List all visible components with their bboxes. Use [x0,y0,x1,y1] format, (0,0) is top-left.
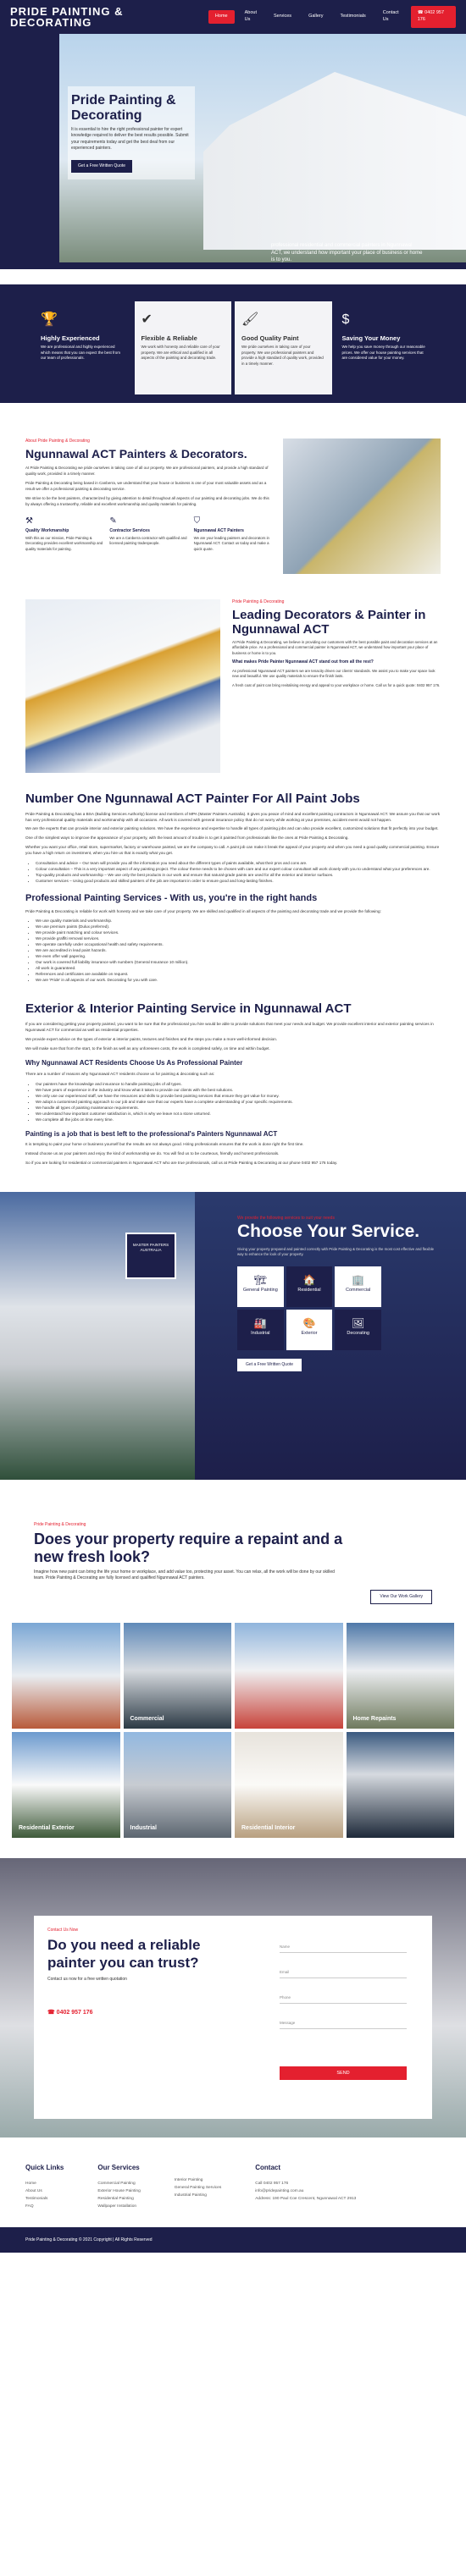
contact-section [0,1858,466,2137]
nav-services[interactable]: Services [273,14,292,19]
footer-link[interactable]: Commercial Painting [97,2181,136,2186]
about-highlights [25,516,271,551]
gallery-button[interactable]: View Our Work Gallery [370,1590,432,1604]
site-footer [0,2163,466,2210]
list-item: • We provide graffiti removal services. [36,935,441,941]
gallery-label: Home Repaints [352,1715,397,1722]
message-field[interactable]: Message [280,2017,407,2029]
list-item: • We handle all types of painting maintenance requirements. [36,1105,441,1111]
highlight-title: Ngunnawal ACT Painters [193,527,244,533]
nav-testimonials[interactable]: Testimonials [340,14,366,19]
crane-icon: 🏗 [253,1273,267,1286]
contact-title-part: you can trust? [95,1955,199,1972]
copy-heading-5: Painting is a job that is best left to the professional's Painters Ngunnawal ACT [25,1129,278,1138]
leading-p2: As professional Ngunnawal ACT painters we are tenacity driven our clients' standards. We assist you to make your space look new and beautiful. We use quality materials to ensure the finish lasts. [232,669,435,679]
hero-title: Pride Painting & Decorating [71,93,176,123]
copy-p11: Instead choose us as your painters and enjoy the kind of workmanship we do. You will find us to be courteous, friendly and honest professionals. [25,1151,280,1156]
list-item: • We complete all the jobs on time every time. [36,1117,441,1123]
gallery-item[interactable] [12,1732,120,1838]
repair-tag: Pride Painting & Decorating [34,1521,86,1527]
name-field[interactable]: Name [280,1941,407,1953]
list-item: • Our painters have the knowledge and insurance to handle painting jobs of all types. [36,1081,441,1087]
highlight-text: We are a Canberra contractor with qualified and licensed painting tradespeople. [109,536,187,546]
feature-quality-paint [235,301,332,394]
footer-heading: Our Services [97,2164,140,2172]
leading-title: Leading Decorators & Painter in Ngunnawal ACT [232,608,426,637]
feature-title: Highly Experienced [41,334,100,343]
copy-p2: We are the experts that can provide interior and exterior painting solutions. We have the experience and expertise to handle all types of painting jobs and can also provide excellent, customized solutions that fit perfectly into your budget. [25,826,439,831]
gallery-item[interactable] [235,1623,343,1729]
tile-label: Residential [297,1287,321,1293]
reasons-list [36,1081,441,1123]
footer-phone[interactable]: Call 0402 957 176 [255,2181,289,2186]
header-phone-button[interactable]: ☎ 0402 957 176 [411,6,456,28]
feature-reliable [135,301,232,394]
list-item: • We use quality materials and workmanship. [36,918,441,924]
footer-link[interactable]: Residential Painting [97,2196,134,2201]
list-item: • We understand how important customer satisfaction is, which is why we leave not a stone unturned. [36,1111,441,1117]
repaint-section [0,1522,466,1604]
list-item: • Our work is covered full liability insurance with numbers (General Insurance 10 million). [36,959,441,965]
copy-p12: So if you are looking for residential or commercial painters in Ngunnawal ACT who are true professionals, call us at Pride Painting & Decorating at our phone 0402 957 176 today. [25,1161,338,1165]
gallery-row-2 [0,1732,466,1838]
hero-quote-button[interactable]: Get a Free Written Quote [71,160,132,173]
contact-phone-number: 0402 957 176 [56,2009,93,2016]
footer-address: Address: 190 Paul Coe Crescent, Ngunnawal ACT 2913 [255,2196,357,2201]
picture-icon: 🖼 [352,1316,365,1329]
list-item: • We provide paint matching and colour services. [36,929,441,935]
tile-label: Commercial [345,1287,371,1293]
main-nav [208,7,406,27]
contact-title-part: Do you need a [47,1937,150,1954]
list-item: • We have years of experience in the industry and know what it takes to provide our clients with the best solutions. [36,1087,441,1093]
gallery-item[interactable] [347,1623,455,1729]
choose-lead: We provide the following services to suit your needs [237,1215,335,1221]
leading-p3: A fresh coat of paint can bring revitalising energy and appeal to your workplace or home. Call us for a quick quote: 0402 957 176. [232,682,441,687]
gallery-row-1 [0,1623,466,1729]
footer-link[interactable]: Interior Painting [174,2178,203,2183]
tile-decorating[interactable] [335,1310,381,1350]
gallery-item[interactable] [347,1732,455,1838]
feature-text: We work with honesty and reliable care of your property. We are ethical and qualified in all aspects of the painting and decorating trade. [141,345,220,361]
highlight-text: We are your leading painters and decorators in Ngunnawal ACT. Contact us today and make a quick quote. [193,536,269,551]
check-icon: ✔ [141,312,153,327]
list-item: • All work is guaranteed. [36,965,441,971]
feature-saving [336,301,433,394]
copy-heading-4: Why Ngunnawal ACT Residents Choose Us As Professional Painter [25,1059,243,1067]
nav-home[interactable]: Home [208,10,235,24]
choose-title: Choose Your Service. [237,1222,420,1242]
list-item: • We use premium paints (Dulux preferred). [36,924,441,929]
feature-text: We pride ourselves in taking care of your property. We use professional painters and provide a high standard of quality work, provided in a timely manner. [241,345,324,366]
gallery-label: Commercial [130,1715,164,1722]
copy-p7: We provide expert advice on the types of exterior & interior paints, textures and finishes and the steps you make a more well-informed decision. [25,1036,278,1041]
master-painters-badge: MASTER PAINTERS AUSTRALIA [125,1233,176,1279]
footer-link[interactable]: Industrial Painting [174,2193,207,2198]
gallery-item[interactable] [12,1623,120,1729]
about-p2: Pride Painting & Decorating being based in Canberra, we understand that your house or business is one of your most valuable assets and as a result we offer a professional painting & decorating service. [25,481,267,491]
copy-p5: Pride Painting & Decorating is reliable for work with honesty and we take care of your property. We are skilled and qualified in all aspects of the painting and decorating trade and we provide the following: [25,908,381,913]
tile-label: General Painting [242,1287,278,1293]
slider-arrows [12,264,37,277]
footer-link[interactable]: Testimonials [25,2196,48,2201]
house-image [203,72,466,250]
tile-industrial[interactable] [237,1310,284,1350]
send-button[interactable]: SEND [280,2066,407,2080]
repair-title: Does your property require a repaint and a new fresh look? [34,1531,343,1566]
logo-main: PRIDE PAINTING & DECORATING [10,5,124,29]
hero-text: It is essential to hire the right professional painter for expert knowledge required to deliver the best results possible. Submit your requirements today and get the best deal from our experienced painters. [71,127,189,151]
about-p3: We strive to be the best painters, characterized by giving attention to detail throughout all aspects of our painting and decorating jobs. We do this by always offering a trustworthy, reliable and excellent workmanship and quality materials for painting. [25,496,269,506]
list-item: • We adopt a customised painting approach to our job and make sure that our experts have a complete understanding of your specific requirements. [36,1099,441,1105]
footer-quick-links [25,2163,64,2210]
choose-quote-button[interactable]: Get a Free Written Quote [237,1359,302,1371]
tile-residential[interactable] [286,1266,333,1307]
feature-text: We are professional and highly experienced which means that you can expect the best from our team of professionals. [41,345,121,361]
highlight-contractor [109,516,186,551]
house-icon: 🏠 [302,1273,316,1286]
factory-icon: 🏭 [253,1316,267,1329]
hero-bottom-text: professional residential and commercial painters in Ngunnawal ACT, we understand how important your place of business or home is to you. [271,243,423,263]
header-phone: 0402 957 176 [417,10,445,22]
feature-title: Good Quality Paint [241,334,299,343]
features-strip [0,284,466,403]
copy-p6: If you are considering getting your property painted, you want to be sure that the professional you hire would be able to provide solutions that meet your needs and budget. We provide excellent interior and exterior painting services in Ngunnawal ACT for commercial as well as residential properties. [25,1022,434,1032]
highlight-title: Quality Workmanship [25,527,69,533]
about-section [0,439,466,574]
list-item: • We operate carefully under occupational health and safety requirements. [36,941,441,947]
list-item: • We even offer wall papering. [36,953,441,959]
email-field[interactable]: Email [280,1966,407,1978]
shield-icon: ⛉ [193,516,201,527]
palette-icon: 🎨 [302,1316,316,1329]
nav-contact[interactable]: Contact Us [382,10,399,22]
site-logo[interactable] [10,6,186,28]
footer-link[interactable]: Home [25,2181,36,2186]
footer-link[interactable]: General Painting Services [174,2186,222,2191]
list-item: • We are 'Pride' in all aspects of our work. Decorating for you with care. [36,977,441,983]
tile-label: Industrial [251,1330,270,1336]
contact-tag: Contact Us Now [47,1928,79,1933]
gallery-item[interactable] [124,1623,232,1729]
arrow-left-icon[interactable]: ← [12,265,20,274]
contact-phone[interactable]: ☎ 0402 957 176 [47,2009,93,2016]
feature-text: We help you save money through our reasonable prices. We offer our house painting services that are considered value for your money. [341,345,425,361]
gallery-item[interactable] [124,1732,232,1838]
services-list [36,860,441,884]
contact-title-strong: reliable [149,1937,201,1954]
copy-p4: Whether you want your office, retail store, supermarket, factory or warehouse painted, we are the company to call. A paint job can make it break the appeal of your property and when you need a good quality commercial painting. Ensure you have a high return on investment, when you hire us that is exactly what you get. [25,845,440,855]
contact-card [34,1916,432,2119]
paintbrush-icon: 🖌 [241,312,259,327]
hero-slider [0,34,466,274]
list-item: • Top-quality products and workmanship – We use only the best products in our work and ensure that natural-grade paints are used for all the exterior and interior surfaces. [36,872,441,878]
tools-icon: ⚒ [25,516,33,527]
about-title: Ngunnawal ACT Painters & Decorators. [25,447,247,461]
site-header [0,0,466,34]
phone-field[interactable]: Phone [280,1992,407,2004]
dollar-icon: $ [341,312,350,327]
interior-image [25,599,220,773]
highlight-quality [25,516,103,551]
list-item: • Colour consultation – This is a very important aspect of any painting project. The colour theme needs to be chosen with care and our expert colour consultant will work closely with you to understand what your preferences are. [36,866,441,872]
footer-link[interactable]: FAQ [25,2204,34,2209]
copy-heading-3: Exterior & Interior Painting Service in Ngunnawal ACT [25,1001,352,1017]
feature-experienced [34,301,131,394]
office-icon: 🏢 [352,1273,365,1286]
highlight-text: With this as our mission, Pride Painting & Decorating provides excellent workmanship and quality materials for painting. [25,536,103,551]
footer-services [97,2163,140,2210]
footer-contact [255,2163,356,2210]
footer-link[interactable]: Wallpaper Installation [97,2204,137,2209]
leading-tag: Pride Painting & Decorating [232,599,285,604]
footer-heading: Contact [255,2164,281,2172]
copyright-bar: Pride Painting & Decorating © 2021 Copyright | All Rights Reserved [0,2227,466,2253]
about-tag: About Pride Painting & Decorating [25,439,90,444]
gallery-label: Residential Interior [241,1824,296,1831]
arrow-right-icon[interactable]: → [29,265,37,274]
feature-title: Saving Your Money [341,334,401,343]
leading-section [0,599,466,773]
feature-title: Flexible & Reliable [141,334,197,343]
leading-subheading: What makes Pride Painter Ngunnawal ACT stand out from all the rest? [232,659,374,665]
contact-title-strong: painter [47,1955,96,1972]
nav-about[interactable]: About Us [244,10,257,22]
service-tiles [237,1266,381,1350]
pencil-icon: ✎ [109,516,117,527]
about-p1: At Pride Painting & Decorating we pride ourselves in taking care of all our property. We are professional painters, and provide a high standard of quality work, provided in a timely manner. [25,466,269,476]
list-item: • We only use our experienced staff, we have the resources and skills to provide best painting services that ensure they get value for money. [36,1093,441,1099]
contact-text: Contact us now for a free written quotation [47,1977,127,1983]
copy-p3: One of the simplest ways to improve the appearance of your property, with the least amount of trouble is to get it painted from professionals like the ones at Pride Painting & Decorating. [25,836,349,841]
footer-link[interactable]: About Us [25,2188,42,2193]
copy-p1: Pride Painting & Decorating has a BSA (Building Services Authority) license and members of MPA (Master Painters Australia). It gives you peace of mind and excellent painting contractors in Ngunnawal ACT. We assure you that our work has very professional quality materials and workmanship with all occasions. All work is covered with general insurance policy that do not worry while working at your premises, accident event would not happen. [25,811,441,822]
choose-service-section [0,1192,466,1480]
footer-services-2 [175,2163,221,2210]
highlight-painters [194,516,271,551]
about-image [283,439,441,574]
gallery-item[interactable] [235,1732,343,1838]
list-item: • Customer services – Using good products and skilled painters of the job are important in order to ensure good and long-lasting finishes. [36,878,441,884]
provide-list [36,918,441,983]
list-item: • References and certificates are available on request. [36,971,441,977]
copy-p10: It is tempting to paint your home or business yourself but the results are not always good. Hiring professionals ensures that the work is done right the first time. [25,1142,304,1147]
tile-label: Decorating [347,1330,369,1336]
tile-label: Exterior [301,1330,318,1336]
list-item: • Consultation and advice – Our team will provide you all the information you need about the different types of paints available, what their pros and cons are. [36,860,441,866]
tile-exterior[interactable] [286,1310,333,1350]
footer-heading: Quick Links [25,2164,64,2172]
repair-text: Imagine how new paint can bring the life your home or workplace, and add value too, protecting your asset. You can relax, all the work will be done by our skilled team. Pride Painting & Decorating are fully licensed and qualified Ngunnawal ACT painters. [34,1569,335,1581]
copy-heading-2: Professional Painting Services - With us, you're in the right hands [25,892,318,903]
footer-link[interactable]: Exterior House Painting [97,2188,141,2193]
footer-email[interactable]: info@pridepainting.com.au [255,2188,304,2193]
trophy-icon: 🏆 [41,312,58,327]
copy-heading-1: Number One Ngunnawal ACT Painter For All Paint Jobs [25,792,360,806]
tile-commercial[interactable] [335,1266,381,1307]
list-item: • We are accredited in lead paint hazards. [36,947,441,953]
gallery-label: Residential Exterior [19,1824,75,1831]
hero-box [68,86,195,179]
highlight-title: Contractor Services [109,527,150,533]
nav-gallery[interactable]: Gallery [308,14,324,19]
choose-text: Giving your property prepared and painted correctly with Pride Painting & Decorating is the most cost effective and flexible way to enhance the look of your property. [237,1247,435,1257]
tile-general[interactable] [237,1266,284,1307]
copy-p8: We will make sure that from the start, to the finish as well as any unforeseen costs, the work is completed safely, on time and within budget. [25,1045,270,1051]
gallery-label: Industrial [130,1824,158,1831]
leading-p1: At Pride Painting & Decorating, we believe in providing our customers with the best possible paint and decoration services at an affordable price. As a professional and commercial painter in Ngunnawal ACT, we understand how important your place of business or home is to you. [232,640,438,655]
seo-copy [0,790,466,1167]
copy-p9: There are a number of reasons why Ngunnawal ACT residents choose us for painting & decorating such as: [25,1071,215,1076]
